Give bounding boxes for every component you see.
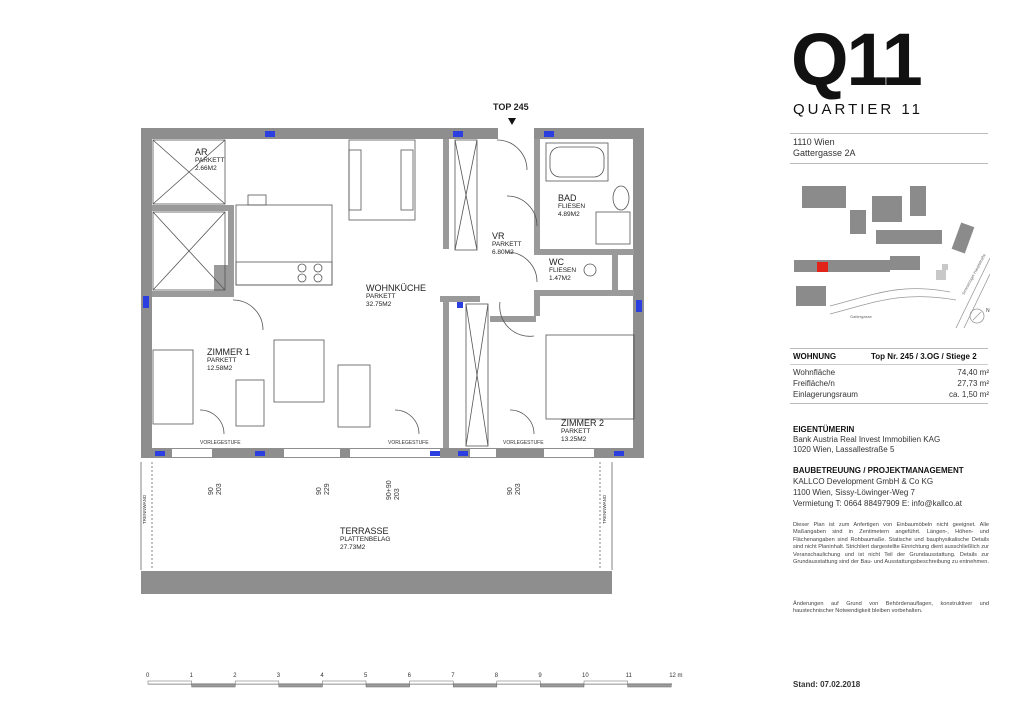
room-ar-floor: PARKETT	[195, 157, 225, 164]
room-vr-area: 6.80M2	[492, 249, 514, 256]
scale-label: 5	[364, 673, 368, 679]
scale-label: 4	[320, 673, 324, 679]
address-line1: 1110 Wien	[793, 137, 835, 147]
scale-segment	[279, 684, 323, 687]
vorlegestufe-3: VORLEGESTUFE	[503, 440, 544, 446]
brand-name: QUARTIER 11	[793, 101, 923, 118]
room-wohnkueche-floor: PARKETT	[366, 293, 396, 300]
unit-top: Top Nr. 245 / 3.OG / Stiege 2	[871, 352, 977, 361]
scale-label: 10	[582, 673, 589, 679]
dim-2: 90 229	[316, 483, 331, 495]
room-wohnkueche-area: 32.75M2	[366, 301, 392, 308]
scale-segment	[628, 684, 672, 687]
room-ar-name: AR	[195, 147, 208, 157]
room-zimmer2-floor: PARKETT	[561, 428, 591, 435]
room-ar	[195, 148, 225, 173]
room-vr-name: VR	[492, 231, 505, 241]
management-line3: Vermietung T: 0664 88497909 E: info@kallco.at	[793, 499, 962, 508]
scale-segment	[540, 684, 584, 687]
scale-segment	[453, 684, 497, 687]
room-bad-floor: FLIESEN	[558, 203, 586, 210]
scale-segment	[366, 684, 410, 687]
trennwand-left: TRENNWAND	[142, 494, 147, 524]
scale-label: 12 m	[669, 673, 683, 679]
unit-marker	[817, 262, 828, 272]
scale-label: 3	[276, 673, 281, 679]
room-bad	[558, 194, 585, 219]
scale-label: 1	[189, 673, 193, 679]
unit-row-value: 74,40 m²	[957, 368, 989, 377]
scale-label: 9	[538, 673, 542, 679]
unit-row-value: ca. 1,50 m²	[948, 390, 989, 399]
room-vr	[492, 232, 522, 257]
vorlegestufe-2: VORLEGESTUFE	[388, 440, 429, 446]
scale-segment	[235, 681, 279, 684]
management-header: BAUBETREUUNG / PROJEKTMANAGEMENT	[793, 466, 964, 475]
room-wc	[549, 258, 576, 283]
scale-segment	[192, 684, 236, 687]
room-terrasse-name: TERRASSE	[340, 526, 389, 536]
room-vr-floor: PARKETT	[492, 241, 522, 248]
scale-label: 11	[625, 673, 632, 679]
unit-row-label: Einlagerungsraum	[793, 390, 858, 399]
disclaimer-1: Dieser Plan ist zum Anfertigen von Einbaumöbeln nicht geeignet. Alle Maßangaben sind in Zentimetern angeführt. Längen-, Höhen- und Flächenangaben sind Rohbaumaße. Statische und bauphysikalische Details sind nicht Planinhalt. Strichliert dargestellte Einrichtung dient ausschließlich zur Veranschaulichung und ist nicht Teil der Grundausstattung. Details zur Grundausstattung sind der Bau- und Ausstattungsbeschreibung zu entnehmen.	[793, 522, 989, 566]
unit-row-einlagerung	[793, 390, 989, 401]
room-zimmer2-area: 13.25M2	[561, 436, 587, 443]
room-terrasse-floor: PLATTENBELAG	[340, 536, 391, 543]
room-terrasse	[340, 527, 390, 552]
room-wc-floor: FLIESEN	[549, 267, 577, 274]
room-zimmer1-floor: PARKETT	[207, 357, 237, 364]
vorlegestufe-1: VORLEGESTUFE	[200, 440, 241, 446]
date-stamp: Stand: 07.02.2018	[793, 680, 861, 689]
unit-row-wohnflaeche	[793, 368, 989, 379]
room-bad-name: BAD	[558, 193, 577, 203]
scale-segment	[322, 681, 366, 684]
room-zimmer1	[207, 348, 250, 373]
owner-line2: 1020 Wien, Lassallestraße 5	[793, 445, 895, 454]
unit-row-value: 27,73 m²	[957, 379, 989, 388]
scale-segment	[148, 681, 192, 684]
room-wc-name: WC	[549, 257, 564, 267]
owner-header: EIGENTÜMERIN	[793, 425, 855, 434]
room-zimmer1-name: ZIMMER 1	[207, 347, 251, 357]
management-line1: KALLCO Development GmbH & Co KG	[793, 477, 934, 486]
scale-label: 7	[451, 673, 455, 679]
disclaimer-2: Änderungen auf Grund von Behördenauflagen, konstruktiver und haustechnischer Notwendigkeit bleiben vorbehalten.	[793, 601, 989, 615]
map-street-simmeringer: Simmeringer Hauptstraße	[960, 252, 987, 296]
room-terrasse-area: 27.73M2	[340, 544, 366, 551]
room-zimmer1-area: 12.58M2	[207, 365, 233, 372]
room-zimmer2	[561, 419, 604, 444]
trennwand-right: TRENNWAND	[602, 494, 607, 524]
unit-row-label: Wohnfläche	[793, 368, 836, 377]
management-line2: 1100 Wien, Sissy-Löwinger-Weg 7	[793, 488, 915, 497]
dim-1: 90 203	[208, 483, 223, 495]
site-map	[790, 178, 990, 338]
scale-label: 6	[407, 673, 411, 679]
dim-4: 90 203	[507, 483, 522, 495]
scale-segment	[410, 681, 454, 684]
room-wohnkueche	[366, 284, 426, 309]
scale-segment	[497, 681, 541, 684]
top-label: TOP 245	[493, 102, 529, 112]
room-ar-area: 2.66M2	[195, 165, 217, 172]
scale-label: 2	[233, 673, 237, 679]
unit-row-freiflaeche	[793, 379, 989, 390]
scale-label: 0	[146, 673, 150, 679]
room-wohnkueche-name: WOHNKÜCHE	[366, 283, 426, 293]
room-zimmer2-name: ZIMMER 2	[561, 418, 605, 428]
dim-3: 90+90 203	[386, 480, 401, 500]
room-wc-area: 1.47M2	[549, 275, 571, 282]
owner-line1: Bank Austria Real Invest Immobilien KAG	[793, 435, 941, 444]
map-north: N	[986, 308, 990, 314]
unit-row-label: Freifläche/n	[793, 379, 835, 388]
scale-segment	[584, 681, 628, 684]
brand-logo: Q11	[791, 18, 921, 101]
unit-header: WOHNUNG	[793, 352, 837, 361]
scale-label: 8	[494, 673, 499, 679]
map-street-gattergasse: Gattergasse	[850, 314, 872, 319]
room-bad-area: 4.89M2	[558, 211, 580, 218]
address-line2: Gattergasse 2A	[793, 148, 856, 158]
